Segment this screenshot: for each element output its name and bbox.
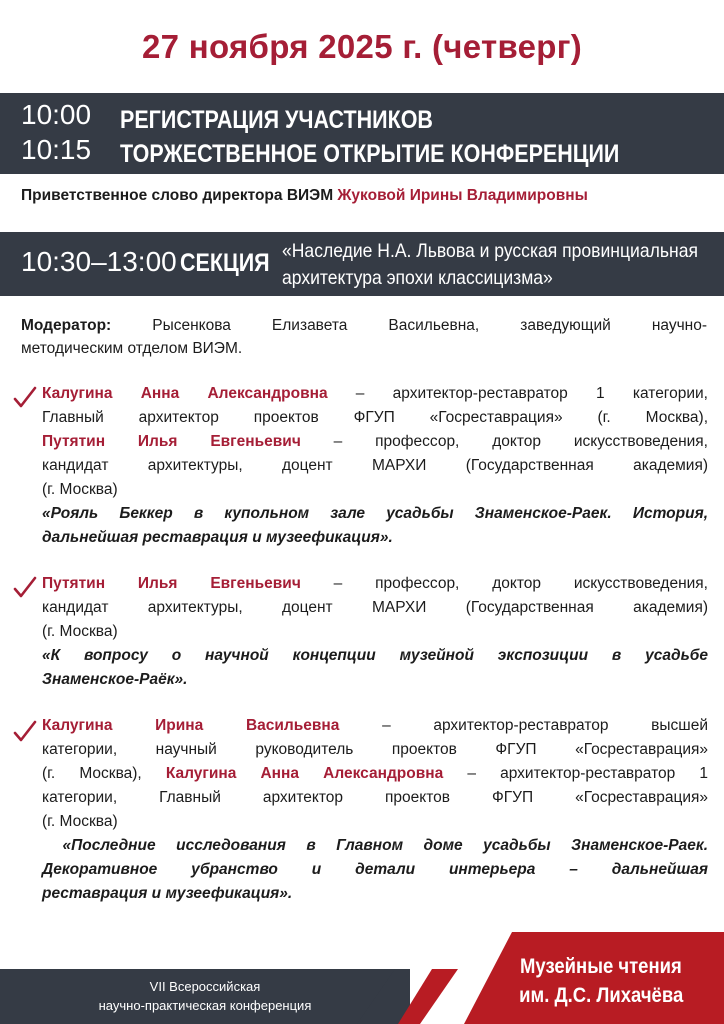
speaker-info: – профессор, доктор искусствоведения,	[300, 433, 708, 450]
speaker-info: Главный архитектор проектов ФГУП «Госреставрация» (г. Москва),	[42, 409, 708, 426]
section-topic-line: «Наследие Н.А. Львова и русская провинциальная	[282, 240, 698, 262]
section-topic-line: архитектура эпохи классицизма»	[282, 267, 553, 289]
talk-item	[42, 714, 708, 906]
opening-time: 10:15	[21, 134, 92, 165]
director-name: Жуковой Ирины Владимировны	[337, 187, 588, 204]
footer-brand-line: им. Д.С. Лихачёва	[518, 984, 684, 1007]
speaker-name: Калугина Анна Александровна	[165, 765, 444, 782]
check-icon	[13, 576, 37, 600]
welcome-text: Приветственное слово директора ВИЭМ	[21, 187, 338, 204]
speaker-info: – архитектор-реставратор 1	[443, 765, 708, 782]
footer-brand	[478, 952, 724, 1010]
speaker-info: – архитектор-реставратор высшей	[339, 717, 708, 734]
speaker-name: Путятин Илья Евгеньевич	[42, 575, 301, 592]
talk-item	[42, 382, 708, 550]
talk-item	[42, 572, 708, 692]
talk-theme: «Рояль Беккер в купольном зале усадьбы Знаменское-Раек. История,	[42, 505, 708, 522]
talk-theme: «К вопросу о научной концепции музейной экспозиции в усадьбе	[42, 647, 708, 664]
section-label: СЕКЦИЯ	[180, 249, 270, 277]
registration-time: 10:00	[21, 99, 92, 130]
talk-theme: реставрация и музеефикация».	[42, 885, 293, 902]
speaker-info: (г. Москва)	[42, 481, 118, 498]
moderator-text-2: методическим отделом ВИЭМ.	[21, 340, 243, 357]
speaker-name: Калугина Ирина Васильевна	[42, 717, 340, 734]
footer-brand-line: Музейные чтения	[520, 955, 682, 978]
footer-conference	[40, 977, 370, 1015]
welcome-line	[21, 187, 588, 205]
page-title: 27 ноября 2025 г. (четверг)	[141, 28, 583, 65]
talk-theme: «Последние исследования в Главном доме усадьбы Знаменское-Раек.	[42, 837, 708, 854]
section-topic	[282, 238, 698, 292]
footer-conference-line: VII Всероссийская	[149, 979, 261, 994]
moderator-label: Модератор:	[21, 317, 112, 334]
speaker-info: (г. Москва)	[42, 623, 118, 640]
moderator-text: Рысенкова Елизавета Васильевна, заведующий научно-	[111, 317, 707, 334]
opening-title: ТОРЖЕСТВЕННОЕ ОТКРЫТИЕ КОНФЕРЕНЦИИ	[120, 140, 620, 168]
registration-title: РЕГИСТРАЦИЯ УЧАСТНИКОВ	[120, 106, 433, 134]
speaker-info: – профессор, доктор искусствоведения,	[300, 575, 708, 592]
talk-theme: дальнейшая реставрация и музеефикация».	[42, 529, 393, 546]
talk-theme: Декоративное убранство и детали интерьера – дальнейшая	[42, 861, 708, 878]
check-icon	[13, 386, 37, 410]
section-time: 10:30–13:00	[21, 246, 177, 277]
speaker-info: (г. Москва)	[42, 813, 118, 830]
moderator-block	[21, 314, 707, 360]
speaker-info: – архитектор-реставратор 1 категории,	[327, 385, 708, 402]
section-band	[0, 232, 724, 296]
speaker-info: кандидат архитектуры, доцент МАРХИ (Государственная академия)	[42, 457, 708, 474]
speaker-info: кандидат архитектуры, доцент МАРХИ (Государственная академия)	[42, 599, 708, 616]
speaker-info: (г. Москва),	[42, 765, 166, 782]
speaker-name: Путятин Илья Евгеньевич	[42, 433, 301, 450]
talk-theme: Знаменское-Раёк».	[42, 671, 188, 688]
speaker-info: категории, научный руководитель проектов ФГУП «Госреставрация»	[42, 741, 708, 758]
footer-conference-line: научно-практическая конференция	[98, 998, 312, 1013]
footer-stripe	[398, 969, 478, 1024]
speaker-name: Калугина Анна Александровна	[42, 385, 328, 402]
speaker-info: категории, Главный архитектор проектов ФГУП «Госреставрация»	[42, 789, 708, 806]
check-icon	[13, 720, 37, 744]
opening-band	[0, 93, 724, 174]
